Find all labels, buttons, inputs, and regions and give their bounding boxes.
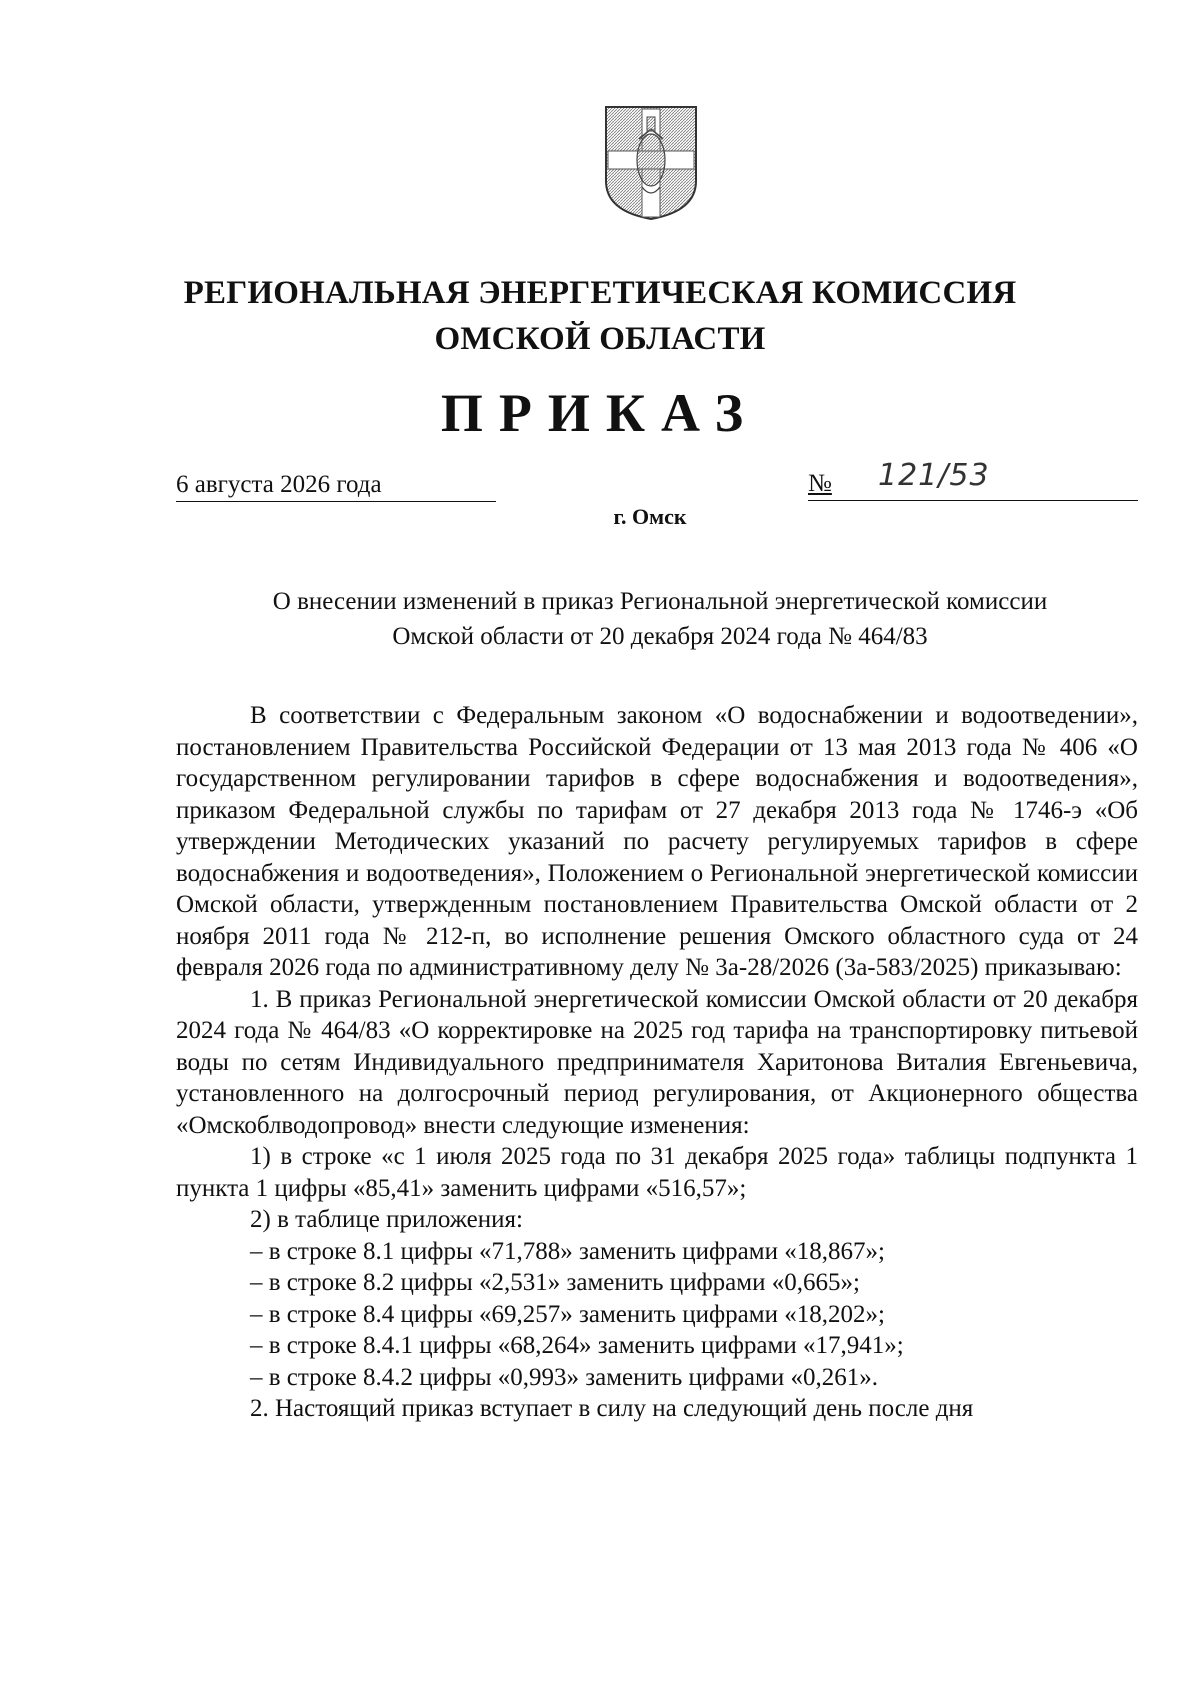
- document-body: [176, 700, 1138, 1425]
- document-city: г. Омск: [613, 504, 687, 529]
- point-2-paragraph: 2. Настоящий приказ вступает в силу на следующий день после дня: [250, 1395, 974, 1422]
- organization-name-line1: РЕГИОНАЛЬНАЯ ЭНЕРГЕТИЧЕСКАЯ КОМИССИЯ: [183, 275, 1017, 311]
- subject-line2: Омской области от 20 декабря 2024 года № 464/83: [392, 623, 928, 650]
- document-subject: [180, 584, 1140, 654]
- change-item: – в строке 8.4.2 цифры «0,993» заменить цифрами «0,261».: [250, 1363, 878, 1391]
- subject-line1: О внесении изменений в приказ Региональной энергетической комиссии: [272, 588, 1048, 615]
- document-date: 6 августа 2026 года: [176, 470, 496, 502]
- change-item: – в строке 8.2 цифры «2,531» заменить цифрами «0,665»;: [250, 1269, 860, 1296]
- document-number: 121/53: [878, 458, 990, 493]
- subpoint-1-paragraph: 1) в строке «с 1 июля 2025 года по 31 декабря 2025 года» таблицы подпункта 1 пункта 1 цифры «85,41» заменить цифрами «516,57»;: [176, 1143, 1138, 1202]
- change-item: – в строке 8.4.1 цифры «68,264» заменить цифрами «17,941»;: [250, 1332, 904, 1359]
- document-number-field: [808, 458, 1138, 501]
- change-item: – в строке 8.1 цифры «71,788» заменить цифрами «18,867»;: [250, 1237, 885, 1265]
- document-type-title: ПРИКАЗ: [440, 383, 760, 443]
- organization-name-line2: ОМСКОЙ ОБЛАСТИ: [434, 321, 766, 357]
- preamble-paragraph: В соответствии с Федеральным законом «О водоснабжении и водоотведении», постановлением Правительства Российской Федерации от 13 мая 2013 года № 406 «О государственном регулировании тарифов в сфере водоснабжения и водоотведения», приказом Федеральной службы по тарифам от 27 декабря 2013 года № 1746-э «Об утверждении Методических указаний по расчету регулируемых тарифов в сфере водоснабжения и водоотведения», Положением о Региональной энергетической комиссии Омской области, утвержденным постановлением Правительства Омской области от 2 ноября 2011 года № 212-п, во исполнение решения Омского областного суда от 24 февраля 2026 года по административному делу № 3а-28/2026 (3а-583/2025) приказываю:: [176, 702, 1138, 981]
- change-item: – в строке 8.4 цифры «69,257» заменить цифрами «18,202»;: [250, 1300, 885, 1328]
- point-1-paragraph: 1. В приказ Региональной энергетической комиссии Омской области от 20 декабря 2024 года № 464/83 «О корректировке на 2025 год тарифа на транспортировку питьевой воды по сетям Индивидуального предпринимателя Харитонова Виталия Евгеньевича, установленного на долгосрочный период регулирования, от Акционерного общества «Омскоблводопровод» внести следующие изменения:: [176, 985, 1138, 1139]
- coat-of-arms-icon: [602, 103, 700, 223]
- number-sign: №: [808, 470, 832, 497]
- subpoint-2-paragraph: 2) в таблице приложения:: [250, 1206, 523, 1233]
